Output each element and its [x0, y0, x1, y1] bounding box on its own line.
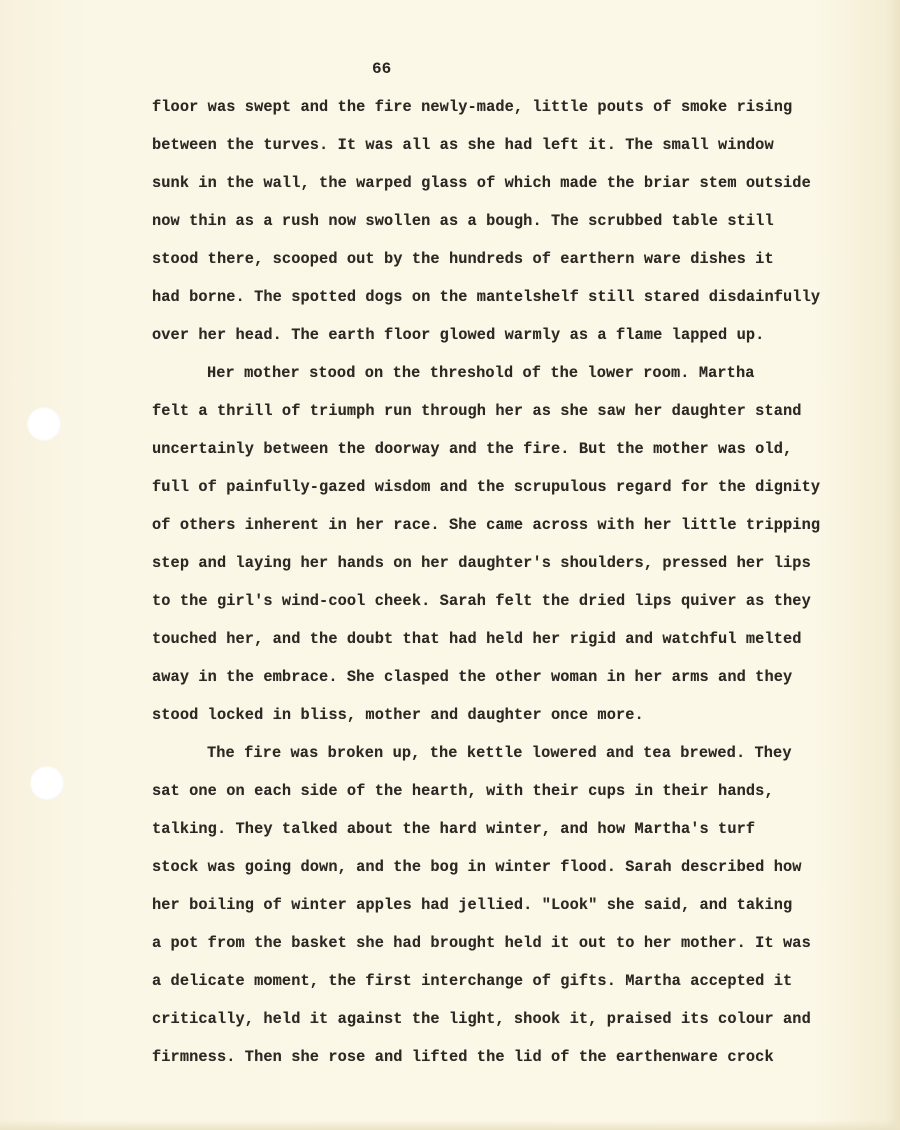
text-line: now thin as a rush now swollen as a bough. The scrubbed table still: [152, 212, 774, 230]
text-line: The fire was broken up, the kettle lowered and tea brewed. They: [207, 744, 792, 762]
text-line: to the girl's wind-cool cheek. Sarah felt the dried lips quiver as they: [152, 592, 811, 610]
text-line: stood locked in bliss, mother and daughter once more.: [152, 706, 644, 724]
text-line: touched her, and the doubt that had held her rigid and watchful melted: [152, 630, 802, 648]
text-line: firmness. Then she rose and lifted the lid of the earthenware crock: [152, 1048, 774, 1066]
text-line: sunk in the wall, the warped glass of which made the briar stem outside: [152, 174, 811, 192]
text-line: a pot from the basket she had brought held it out to her mother. It was: [152, 934, 811, 952]
page-number: 66: [372, 60, 392, 78]
text-line: a delicate moment, the first interchange of gifts. Martha accepted it: [152, 972, 793, 990]
text-line: Her mother stood on the threshold of the lower room. Martha: [207, 364, 755, 382]
text-line: had borne. The spotted dogs on the mantelshelf still stared disdainfully: [152, 288, 821, 306]
text-line: stock was going down, and the bog in winter flood. Sarah described how: [152, 858, 802, 876]
text-line: stood there, scooped out by the hundreds of earthern ware dishes it: [152, 250, 774, 268]
text-line: talking. They talked about the hard winter, and how Martha's turf: [152, 820, 756, 838]
text-line: between the turves. It was all as she had left it. The small window: [152, 136, 774, 154]
text-line: uncertainly between the doorway and the fire. But the mother was old,: [152, 440, 793, 458]
text-line: floor was swept and the fire newly-made, little pouts of smoke rising: [152, 98, 793, 116]
text-line: her boiling of winter apples had jellied. "Look" she said, and taking: [152, 896, 793, 914]
text-line: critically, held it against the light, shook it, praised its colour and: [152, 1010, 811, 1028]
text-line: felt a thrill of triumph run through her as she saw her daughter stand: [152, 402, 802, 420]
text-line: sat one on each side of the hearth, with their cups in their hands,: [152, 782, 774, 800]
paper-edge-bottom: [0, 1120, 900, 1130]
text-line: step and laying her hands on her daughter's shoulders, pressed her lips: [152, 554, 811, 572]
text-line: full of painfully-gazed wisdom and the scrupulous regard for the dignity: [152, 478, 821, 496]
text-line: of others inherent in her race. She came across with her little tripping: [152, 516, 821, 534]
text-line: away in the embrace. She clasped the other woman in her arms and they: [152, 668, 793, 686]
punch-hole-bottom: [30, 766, 64, 800]
text-line: over her head. The earth floor glowed warmly as a flame lapped up.: [152, 326, 765, 344]
paper-edge-right: [886, 0, 900, 1130]
punch-hole-top: [27, 407, 61, 441]
